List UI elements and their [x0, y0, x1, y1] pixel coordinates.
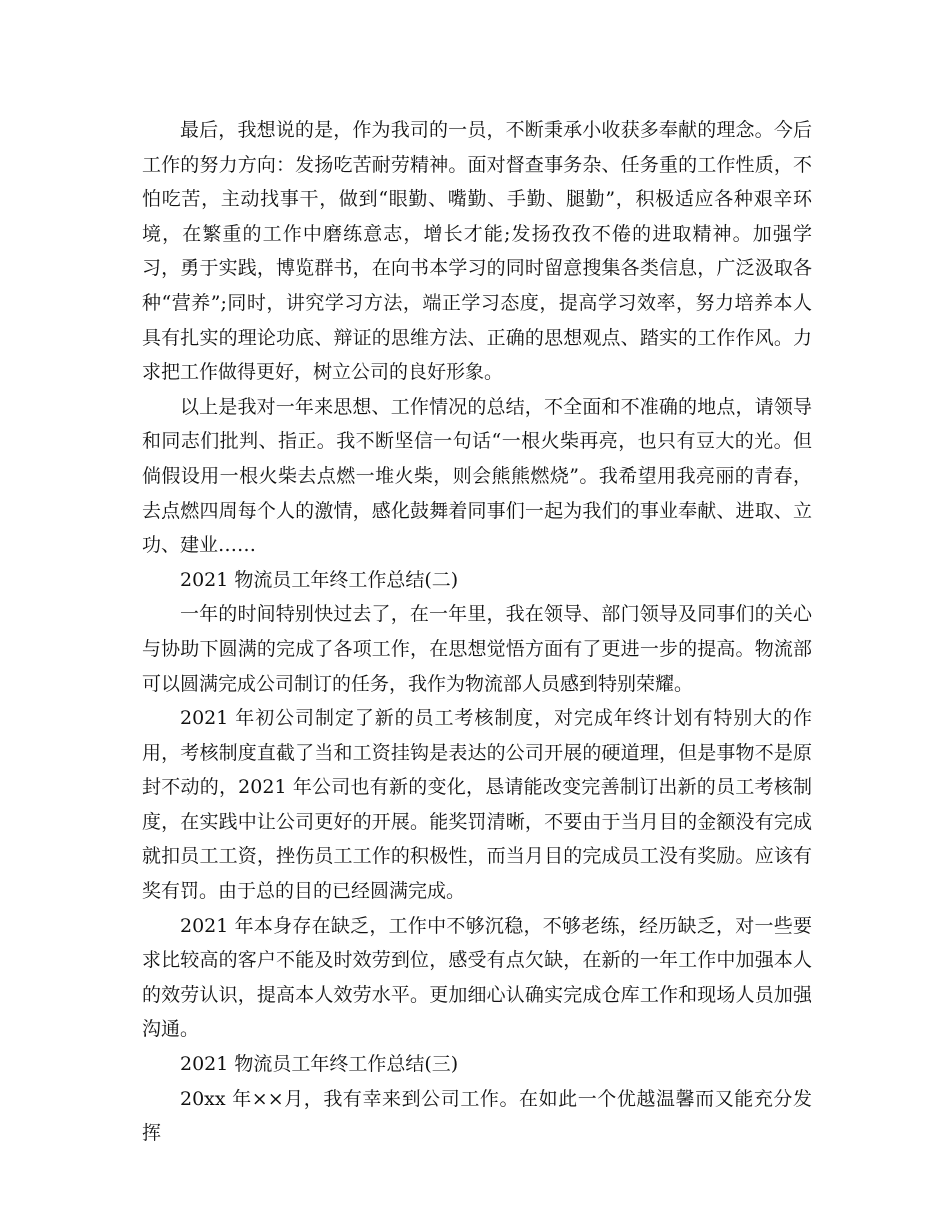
document-page — [142, 113, 812, 1151]
section2-paragraph-1: 一年的时间特别快过去了，在一年里，我在领导、部门领导及同事们的关心与协助下圆满的完成了各项工作，在思想觉悟方面有了更进一步的提高。物流部可以圆满完成公司制订的任务，我作为物流部人员感到特别荣耀。 — [142, 603, 812, 695]
summary-paragraph: 以上是我对一年来思想、工作情况的总结，不全面和不准确的地点，请领导和同志们批判、指正。我不断坚信一句话“一根火柴再亮，也只有豆大的光。但倘假设用一根火柴去点燃一堆火柴，则会熊熊燃烧”。我希望用我亮丽的青春，去点燃四周每个人的激情，感化鼓舞着同事们一起为我们的事业奉献、进取、立功、建业…… — [142, 395, 812, 557]
section-heading-3: 2021 物流员工年终工作总结(三) — [180, 1053, 459, 1076]
section-heading-2: 2021 物流员工年终工作总结(二) — [180, 568, 459, 591]
section3-paragraph-1: 20xx 年××月，我有幸来到公司工作。在如此一个优越温馨而又能充分发挥 — [142, 1087, 812, 1145]
section2-paragraph-3: 2021 年本身存在缺乏，工作中不够沉稳，不够老练，经历缺乏，对一些要求比较高的客户不能及时效劳到位，感受有点欠缺，在新的一年工作中加强本人的效劳认识，提高本人效劳水平。更加细心认确实完成仓库工作和现场人员加强沟通。 — [142, 914, 812, 1041]
section2-paragraph-2: 2021 年初公司制定了新的员工考核制度，对完成年终计划有特别大的作用，考核制度直截了当和工资挂钩是表达的公司开展的硬道理，但是事物不是原封不动的，2021 年公司也有新的变化，恳请能改变完善制订出新的员工考核制度，在实践中让公司更好的开展。能奖罚清晰，不要由于当月目的金额没有完成就扣员工工资，挫伤员工工作的积极性，而当月目的完成员工没有奖励。应该有奖有罚。由于总的目的已经圆满完成。 — [142, 707, 812, 903]
closing-paragraph: 最后，我想说的是，作为我司的一员，不断秉承小收获多奉献的理念。今后工作的努力方向：发扬吃苦耐劳精神。面对督查事务杂、任务重的工作性质，不怕吃苦，主动找事干，做到“眼勤、嘴勤、手勤、腿勤”，积极适应各种艰辛环境，在繁重的工作中磨练意志，增长才能;发扬孜孜不倦的进取精神。加强学习，勇于实践，博览群书，在向书本学习的同时留意搜集各类信息，广泛汲取各种“营养”;同时，讲究学习方法，端正学习态度，提高学习效率，努力培养本人具有扎实的理论功底、辩证的思维方法、正确的思想观点、踏实的工作作风。力求把工作做得更好，树立公司的良好形象。 — [142, 119, 812, 384]
